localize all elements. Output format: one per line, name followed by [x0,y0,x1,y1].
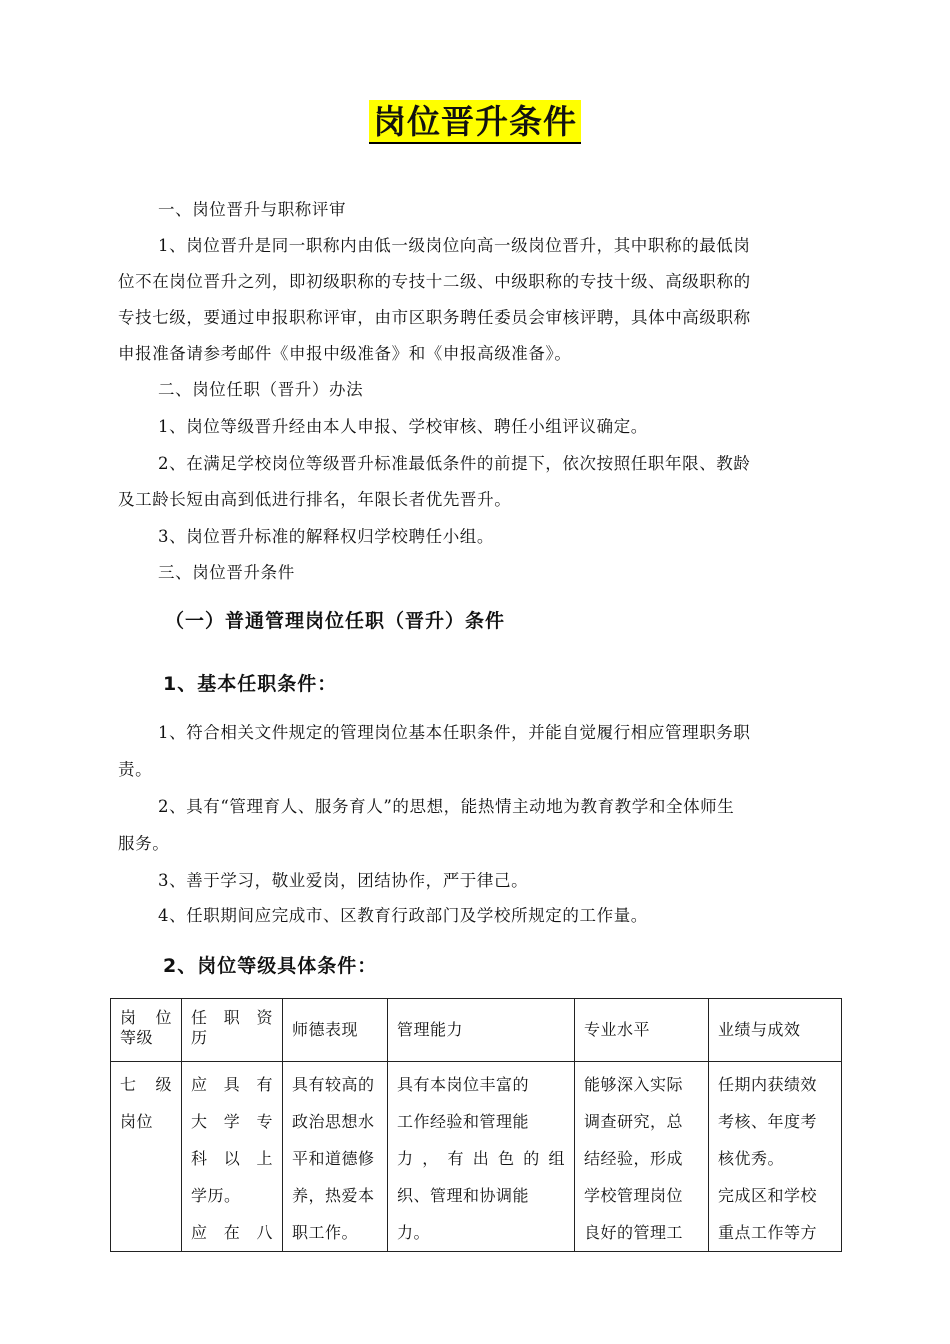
list-item: 1、岗位等级晋升经由本人申报、学校审核、聘任小组评议确定。 [158,417,648,436]
header-cell-level: 岗 位 等级 [111,999,182,1062]
paragraph-line: 1、岗位晋升是同一职称内由低一级岗位向高一级岗位晋升，其中职称的最低岗 [158,236,751,255]
list-item: 4、任职期间应完成市、区教育行政部门及学校所规定的工作量。 [158,906,648,925]
paragraph-line: 申报准备请参考邮件《申报中级准备》和《申报高级准备》。 [118,344,572,363]
basic-conditions-heading: 1、基本任职条件： [163,673,338,695]
cell-expertise: 能够深入实际 调查研究，总 结经验，形成 学校管理岗位 良好的管理工 [575,1062,709,1252]
document-title: 岗位晋升条件 [369,100,581,144]
table-header-row [111,999,842,1062]
list-item: 2、在满足学校岗位等级晋升标准最低条件的前提下，依次按照任职年限、教龄 [158,454,751,473]
header-cell-management: 管理能力 [388,999,575,1062]
paragraph-line: 专技七级，要通过申报职称评审，由市区职务聘任委员会审核评聘，具体中高级职称 [118,308,751,327]
section-heading-2: 二、岗位任职（晋升）办法 [158,380,364,399]
list-item: 3、岗位晋升标准的解释权归学校聘任小组。 [158,527,494,546]
list-item: 2、具有“管理育人、服务育人”的思想，能热情主动地为教育教学和全体师生 [158,797,735,816]
section-heading-1: 一、岗位晋升与职称评审 [158,200,347,219]
conditions-table [110,998,842,1252]
list-item-continuation: 服务。 [118,834,170,853]
header-cell-qualification: 任 职 资 历 [182,999,283,1062]
header-cell-ethics: 师德表现 [283,999,388,1062]
cell-performance: 任期内获绩效 考核、年度考 核优秀。 完成区和学校 重点工作等方 [709,1062,842,1252]
list-item: 3、善于学习，敬业爱岗，团结协作，严于律己。 [158,871,529,890]
header-cell-performance: 业绩与成效 [709,999,842,1062]
title-wrap [0,100,950,144]
cell-management: 具有本岗位丰富的 工作经验和管理能 力，有出色的组 织、管理和协调能 力。 [388,1062,575,1252]
header-cell-expertise: 专业水平 [575,999,709,1062]
list-item-continuation: 及工龄长短由高到低进行排名，年限长者优先晋升。 [118,490,512,509]
subsection-heading: （一）普通管理岗位任职（晋升）条件 [165,610,506,632]
cell-qualification: 应 具 有 大 学 专 科 以 上 学历。 应 在 八 [182,1062,283,1252]
table-row [111,1062,842,1252]
list-item-continuation: 责。 [118,760,153,779]
cell-level: 七 级 岗位 [111,1062,182,1252]
paragraph-line: 位不在岗位晋升之列，即初级职称的专技十二级、中级职称的专技十级、高级职称的 [118,272,751,291]
section-heading-3: 三、岗位晋升条件 [158,563,295,582]
cell-ethics: 具有较高的 政治思想水 平和道德修 养，热爱本 职工作。 [283,1062,388,1252]
list-item: 1、符合相关文件规定的管理岗位基本任职条件，并能自觉履行相应管理职务职 [158,723,751,742]
specific-conditions-heading: 2、岗位等级具体条件： [163,955,378,977]
